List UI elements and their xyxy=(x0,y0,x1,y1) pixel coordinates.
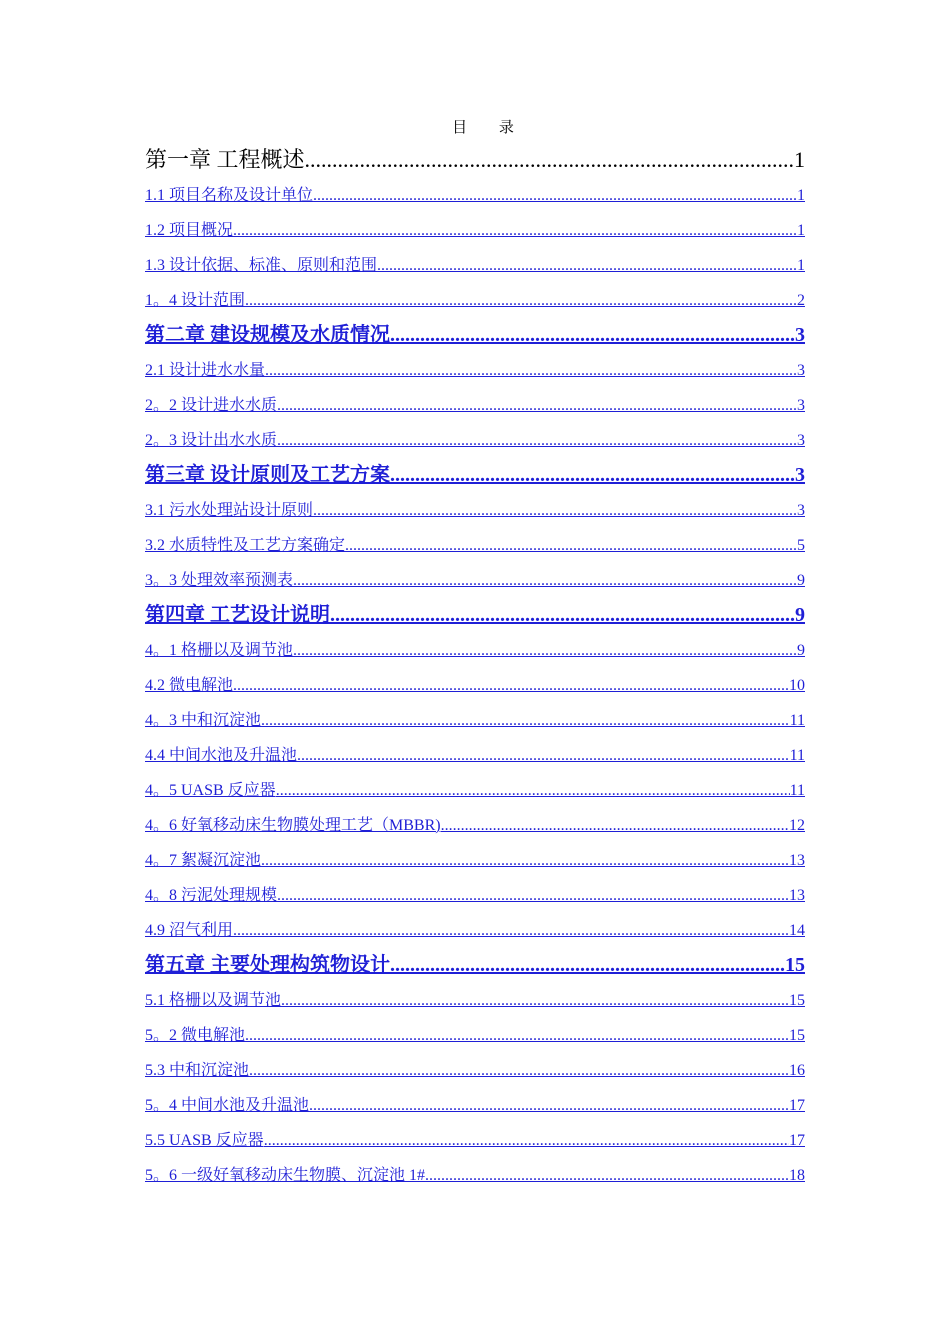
toc-entry-page-number: 1 xyxy=(797,222,805,239)
toc-entry-page-number: 14 xyxy=(789,922,805,939)
toc-entry-page-number: 1 xyxy=(794,147,805,172)
toc-entry-chapter xyxy=(145,143,805,178)
toc-entry-label: 5。2 微电解池 xyxy=(145,1027,246,1044)
toc-entry-page-number: 3 xyxy=(795,324,805,346)
toc-entry-section[interactable] xyxy=(145,423,805,458)
toc-entry-label: 4.4 中间水池及升温池 xyxy=(145,747,298,764)
toc-entry-label: 第二章 建设规模及水质情况 xyxy=(145,324,390,346)
toc-entry-section[interactable] xyxy=(145,563,805,598)
toc-entry-label: 2。2 设计进水水质 xyxy=(145,397,278,414)
dot-leader xyxy=(249,1053,789,1088)
dot-leader xyxy=(390,948,785,983)
dot-leader xyxy=(425,1158,789,1193)
dot-leader xyxy=(264,1123,789,1158)
dot-leader xyxy=(261,703,790,738)
toc-entry-label: 第三章 设计原则及工艺方案 xyxy=(145,464,390,486)
toc-entry-label: 2。3 设计出水水质 xyxy=(145,432,278,449)
toc-title: 目 录 xyxy=(452,120,528,136)
toc-entry-label: 1.2 项目概况 xyxy=(145,222,234,239)
dot-leader xyxy=(277,878,789,913)
toc-entry-page-number: 3 xyxy=(795,464,805,486)
toc-entry-section[interactable] xyxy=(145,1018,805,1053)
dot-leader xyxy=(309,1088,789,1123)
toc-entry-label: 5.5 UASB 反应器 xyxy=(145,1132,264,1149)
toc-entry-label: 4。1 格栅以及调节池 xyxy=(145,642,294,659)
toc-entry-page-number: 11 xyxy=(789,712,805,729)
dot-leader xyxy=(390,458,795,493)
toc-entry-label: 3.1 污水处理站设计原则 xyxy=(145,502,314,519)
toc-entry-section[interactable] xyxy=(145,388,805,423)
toc-entry-label: 1.1 项目名称及设计单位 xyxy=(145,187,314,204)
toc-entry-chapter[interactable] xyxy=(145,948,805,983)
toc-entry-section[interactable] xyxy=(145,353,805,388)
toc-entry-page-number: 17 xyxy=(789,1097,805,1114)
toc-entry-label: 3。3 处理效率预测表 xyxy=(145,572,294,589)
dot-leader xyxy=(277,423,797,458)
toc-entry-section[interactable] xyxy=(145,283,805,318)
dot-leader xyxy=(265,353,797,388)
toc-entry-section[interactable] xyxy=(145,1053,805,1088)
toc-entry-label: 4。8 污泥处理规模 xyxy=(145,887,278,904)
dot-leader xyxy=(305,143,794,176)
toc-entry-section[interactable] xyxy=(145,1088,805,1123)
dot-leader xyxy=(297,738,790,773)
toc-entry-label: 第四章 工艺设计说明 xyxy=(145,604,330,626)
dot-leader xyxy=(233,668,789,703)
dot-leader xyxy=(313,178,797,213)
toc-entry-page-number: 13 xyxy=(789,852,805,869)
dot-leader xyxy=(277,388,797,423)
toc-entry-chapter[interactable] xyxy=(145,598,805,633)
toc-entry-label: 1。4 设计范围 xyxy=(145,292,246,309)
toc-entry-page-number: 3 xyxy=(797,502,805,519)
toc-entry-section[interactable] xyxy=(145,808,805,843)
toc-entry-page-number: 18 xyxy=(789,1167,805,1184)
dot-leader xyxy=(276,773,790,808)
dot-leader xyxy=(345,528,797,563)
toc-entry-page-number: 11 xyxy=(789,782,805,799)
dot-leader xyxy=(245,1018,789,1053)
toc-entry-page-number: 1 xyxy=(797,187,805,204)
toc-entry-label: 5。6 一级好氧移动床生物膜、沉淀池 1# xyxy=(145,1167,426,1184)
toc-entry-label: 4。3 中和沉淀池 xyxy=(145,712,262,729)
toc-entry-chapter[interactable] xyxy=(145,458,805,493)
toc-entry-section[interactable] xyxy=(145,1123,805,1158)
toc-entry-section[interactable] xyxy=(145,248,805,283)
toc-entry-section[interactable] xyxy=(145,878,805,913)
dot-leader xyxy=(261,843,789,878)
toc-entry-page-number: 3 xyxy=(797,432,805,449)
toc-entry-section[interactable] xyxy=(145,843,805,878)
dot-leader xyxy=(293,563,797,598)
toc-entry-page-number: 15 xyxy=(785,954,805,976)
toc-entry-label: 5.3 中和沉淀池 xyxy=(145,1062,250,1079)
toc-entry-page-number: 15 xyxy=(789,992,805,1009)
toc-entry-section[interactable] xyxy=(145,1158,805,1193)
toc-entry-page-number: 9 xyxy=(797,642,805,659)
toc-entry-page-number: 9 xyxy=(797,572,805,589)
toc-entry-section[interactable] xyxy=(145,983,805,1018)
toc-entry-section[interactable] xyxy=(145,528,805,563)
toc-entry-page-number: 9 xyxy=(795,604,805,626)
dot-leader xyxy=(390,318,795,353)
toc-entry-label: 4。7 絮凝沉淀池 xyxy=(145,852,262,869)
toc-entry-section[interactable] xyxy=(145,178,805,213)
toc-entry-page-number: 13 xyxy=(789,887,805,904)
toc-entry-label: 4。5 UASB 反应器 xyxy=(145,782,276,799)
dot-leader xyxy=(233,213,797,248)
toc-entry-label: 3.2 水质特性及工艺方案确定 xyxy=(145,537,346,554)
toc-entry-page-number: 11 xyxy=(789,747,805,764)
toc-entry-label: 4.9 沼气利用 xyxy=(145,922,234,939)
toc-entry-label: 第五章 主要处理构筑物设计 xyxy=(145,954,390,976)
toc-entry-page-number: 15 xyxy=(789,1027,805,1044)
toc-entry-section[interactable] xyxy=(145,703,805,738)
toc-entry-section[interactable] xyxy=(145,738,805,773)
toc-entry-page-number: 3 xyxy=(797,362,805,379)
dot-leader xyxy=(330,598,795,633)
toc-entry-section[interactable] xyxy=(145,633,805,668)
toc-entry-section[interactable] xyxy=(145,493,805,528)
toc-entry-label: 5.1 格栅以及调节池 xyxy=(145,992,282,1009)
toc-entry-page-number: 17 xyxy=(789,1132,805,1149)
toc-entry-page-number: 2 xyxy=(797,292,805,309)
dot-leader xyxy=(377,248,797,283)
dot-leader xyxy=(313,493,797,528)
dot-leader xyxy=(441,808,789,843)
toc-entry-label: 5。4 中间水池及升温池 xyxy=(145,1097,310,1114)
toc-entry-label: 4。6 好氧移动床生物膜处理工艺（MBBR) xyxy=(145,817,441,834)
dot-leader xyxy=(233,913,789,948)
toc-entry-section[interactable] xyxy=(145,213,805,248)
toc-entry-page-number: 1 xyxy=(797,257,805,274)
toc-entry-page-number: 5 xyxy=(797,537,805,554)
toc-entry-page-number: 10 xyxy=(789,677,805,694)
toc-entry-label: 4.2 微电解池 xyxy=(145,677,234,694)
toc-entry-section[interactable] xyxy=(145,668,805,703)
toc-entry-page-number: 12 xyxy=(789,817,805,834)
toc-entry-label: 2.1 设计进水水量 xyxy=(145,362,266,379)
toc-entry-label: 1.3 设计依据、标准、原则和范围 xyxy=(145,257,378,274)
table-of-contents xyxy=(145,143,805,1193)
toc-entry-label: 第一章 工程概述 xyxy=(145,147,305,172)
toc-entry-page-number: 3 xyxy=(797,397,805,414)
dot-leader xyxy=(293,633,797,668)
dot-leader xyxy=(281,983,789,1018)
toc-entry-chapter[interactable] xyxy=(145,318,805,353)
dot-leader xyxy=(245,283,797,318)
toc-entry-section[interactable] xyxy=(145,773,805,808)
toc-entry-page-number: 16 xyxy=(789,1062,805,1079)
toc-entry-section[interactable] xyxy=(145,913,805,948)
